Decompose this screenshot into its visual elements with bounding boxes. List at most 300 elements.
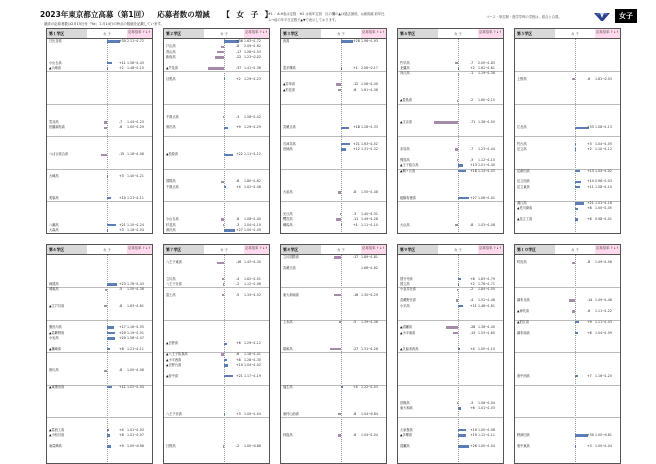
school-name: 調布北高 xyxy=(517,298,530,303)
school-name: 練馬高 xyxy=(283,222,293,227)
ratio-value: 1.38→1.40 xyxy=(478,325,495,330)
change-value: +8 xyxy=(587,217,592,222)
school-row xyxy=(164,282,270,287)
ratio-value: 1.08→1.04 xyxy=(478,400,495,405)
row-separator xyxy=(515,104,621,105)
school-row xyxy=(47,228,153,233)
ratio-value: 1.02→1.48 xyxy=(244,184,261,189)
ratio-value: 1.29→1.23 xyxy=(244,76,261,81)
change-bar xyxy=(340,213,341,215)
change-value: -27 xyxy=(353,346,359,351)
ratio-value: 1.12→1.10 xyxy=(478,157,495,162)
change-bar xyxy=(457,289,458,291)
ratio-value: 1.01→1.03 xyxy=(478,406,495,411)
school-name: 青山高 xyxy=(166,49,176,54)
school-row xyxy=(164,352,270,357)
change-bar xyxy=(224,375,233,377)
school-name: 新宿高 xyxy=(166,55,176,60)
change-bar xyxy=(434,121,458,123)
school-name: 小山台高 xyxy=(49,60,62,65)
change-bar xyxy=(338,434,341,436)
school-row xyxy=(398,277,504,282)
district-name: 第２学区 xyxy=(164,29,204,38)
school-row xyxy=(398,66,504,71)
ratio-value: 1.00→1.09 xyxy=(244,228,261,232)
change-bar xyxy=(458,278,461,280)
district-panel xyxy=(280,244,387,464)
ratio-column-label: 応募倍率 ↑↓↑ xyxy=(127,29,152,38)
change-value: +26 xyxy=(470,444,477,448)
school-name: 八王子北高 xyxy=(166,282,182,286)
change-bar xyxy=(341,143,350,145)
panel-rows xyxy=(398,39,503,234)
change-value: +18 xyxy=(470,168,477,173)
change-value: +17 xyxy=(119,325,126,330)
row-separator xyxy=(515,287,621,288)
school-name: 小金井北高 xyxy=(400,287,416,292)
school-name: 昭和高 xyxy=(283,346,293,351)
ratio-value: 1.00→1.04 xyxy=(244,411,261,416)
change-value: +13 xyxy=(587,168,594,173)
change-bar xyxy=(446,326,458,328)
ratio-value: 1.81→2.03 xyxy=(595,76,612,81)
ratio-value: 1.84→1.50 xyxy=(478,287,495,292)
school-name: 東大和南高 xyxy=(283,292,299,297)
change-bar xyxy=(224,127,228,129)
panel-header xyxy=(164,29,269,39)
school-name: 足立東高 xyxy=(517,184,530,189)
change-value: +1 xyxy=(353,66,358,70)
school-row xyxy=(281,255,387,260)
change-bar xyxy=(458,407,461,409)
change-bar xyxy=(104,370,107,372)
change-bar xyxy=(455,62,458,64)
school-name: ▲桐ヶ丘高 xyxy=(400,168,416,173)
school-name: 国際高 xyxy=(166,179,176,184)
school-name: ▲大崎高 xyxy=(49,66,62,70)
ratio-value: 1.01→1.40 xyxy=(478,163,495,168)
change-bar xyxy=(575,375,578,377)
change-value: +27 xyxy=(470,195,477,200)
change-bar xyxy=(575,434,588,436)
school-row xyxy=(398,347,504,352)
change-value: -16 xyxy=(353,292,359,297)
ratio-value: 1.58→1.42 xyxy=(244,114,261,119)
change-value: -2 xyxy=(470,287,474,292)
ratio-column-label: 応募倍率 ↑↓↑ xyxy=(478,245,503,254)
school-name: ▲王子総合高 xyxy=(400,163,419,168)
document-title xyxy=(40,9,274,20)
panel-header xyxy=(47,245,152,255)
ratio-value: 1.04→1.02 xyxy=(244,363,261,367)
change-bar xyxy=(339,321,341,323)
change-value: -2 xyxy=(470,98,474,103)
school-row xyxy=(515,142,621,147)
change-value: -8 xyxy=(236,179,240,184)
panel-header xyxy=(164,245,269,255)
school-row xyxy=(47,282,153,287)
school-row xyxy=(47,152,153,157)
school-row xyxy=(398,433,504,438)
school-row xyxy=(164,55,270,60)
school-row xyxy=(281,82,387,87)
row-separator xyxy=(47,201,153,202)
change-value: +21 xyxy=(353,141,360,146)
school-row xyxy=(398,401,504,406)
change-value: +30 xyxy=(587,433,594,438)
change-value: -17 xyxy=(236,49,242,54)
school-row xyxy=(515,331,621,336)
school-name: 国立高 xyxy=(400,282,410,286)
school-row xyxy=(398,163,504,168)
school-name: ▲江戸川高 xyxy=(49,303,65,308)
school-name: 大泉桜高 xyxy=(400,427,413,432)
change-bar xyxy=(224,229,235,231)
district-name: 第１０学区 xyxy=(515,245,555,254)
change-bar xyxy=(575,143,576,145)
ratio-value: 1.28→1.30 xyxy=(244,357,261,362)
change-bar xyxy=(104,305,107,307)
ratio-value: 1.00→1.04 xyxy=(478,444,495,448)
change-bar xyxy=(107,326,114,328)
ratio-value: 1.12→1.06 xyxy=(244,282,261,286)
ratio-value: 1.10→1.12 xyxy=(595,147,612,151)
school-row xyxy=(281,125,387,130)
ratio-value: 1.58→1.47 xyxy=(127,336,144,340)
school-name: ▲日野台高 xyxy=(166,363,182,367)
change-bar xyxy=(224,78,225,80)
school-name: 千歳丘高 xyxy=(166,114,179,119)
row-separator xyxy=(398,201,504,202)
school-name: 足立高 xyxy=(517,147,527,151)
ratio-value: 1.89→1.81 xyxy=(361,255,378,259)
change-value: -4 xyxy=(236,276,240,281)
change-value: +8 xyxy=(119,433,124,438)
school-name: ▲小平西高 xyxy=(166,357,182,362)
change-value: +4 xyxy=(236,184,241,189)
change-value: -8 xyxy=(236,44,240,49)
row-separator xyxy=(47,352,153,353)
school-row xyxy=(398,61,504,66)
school-name: ▲足立工高 xyxy=(517,217,533,222)
ratio-value: 1.49→1.46 xyxy=(595,298,612,303)
school-row xyxy=(281,147,387,152)
school-row xyxy=(398,428,504,433)
ratio-value: 1.18→1.01 xyxy=(244,352,261,357)
district-name: 第１学区 xyxy=(47,29,87,38)
school-name: 上野高 xyxy=(517,76,527,81)
school-row xyxy=(47,196,153,201)
ratio-value: 1.52→1.48 xyxy=(478,298,495,303)
school-row xyxy=(281,347,387,352)
school-name: 千歳丘高 xyxy=(166,184,179,189)
row-separator xyxy=(398,352,504,353)
district-panel xyxy=(163,244,270,464)
school-name: 大森高 xyxy=(49,228,59,232)
school-name: 江北高 xyxy=(517,125,527,130)
change-value: -17 xyxy=(353,255,359,259)
change-value: -28 xyxy=(470,325,476,330)
school-row xyxy=(47,325,153,330)
ratio-value: 1.03→1.08 xyxy=(478,222,495,227)
panel-rows xyxy=(281,255,386,464)
change-value: -7 xyxy=(119,120,123,124)
change-value: -5 xyxy=(119,287,123,292)
panel-rows xyxy=(398,255,503,464)
ratio-value: 1.00→0.81 xyxy=(595,433,612,438)
change-bar xyxy=(330,348,341,350)
school-name: 深沢高 xyxy=(166,125,176,130)
ratio-value: 1.62→1.61 xyxy=(478,66,495,70)
school-name: 向丘高 xyxy=(400,71,410,76)
school-row xyxy=(47,39,153,44)
change-bar xyxy=(215,56,224,58)
school-name: 杉並高 xyxy=(166,222,176,227)
ratio-value: 1.00→0.88 xyxy=(244,444,261,448)
ratio-value: 1.29→1.12 xyxy=(244,341,261,346)
change-value: +30 xyxy=(119,39,126,43)
change-value: +21 xyxy=(236,373,243,378)
panel-rows xyxy=(47,39,152,234)
change-value: +11 xyxy=(587,184,594,189)
ratio-value: 2.00→1.83 xyxy=(478,60,495,65)
school-row xyxy=(281,412,387,417)
panel-rows xyxy=(164,39,269,234)
change-value: +13 xyxy=(470,163,477,168)
change-value: -6 xyxy=(587,309,591,313)
row-separator xyxy=(281,136,387,137)
school-row xyxy=(281,293,387,298)
panel-rows xyxy=(47,255,152,464)
gender-badge: 女子 xyxy=(615,9,637,23)
change-value: +4 xyxy=(119,427,124,432)
ratio-value: 1.53→1.60 xyxy=(478,330,495,335)
ratio-value: 1.41→1.36 xyxy=(244,66,261,70)
ratio-value: 1.10→1.24 xyxy=(127,222,144,227)
change-bar xyxy=(455,148,458,150)
change-bar xyxy=(107,224,116,226)
school-row xyxy=(164,358,270,363)
change-bar xyxy=(572,78,575,80)
change-value: -16 xyxy=(236,260,242,265)
change-value: -6 xyxy=(587,76,591,81)
row-separator xyxy=(515,352,621,353)
change-bar xyxy=(338,191,341,193)
school-name: ▲八王子拓真高 xyxy=(166,352,188,357)
school-name: 日野高 xyxy=(166,444,176,448)
change-bar xyxy=(222,294,224,296)
school-row xyxy=(164,66,270,71)
change-value: +18 xyxy=(353,125,360,130)
school-row xyxy=(515,374,621,379)
school-row xyxy=(398,444,504,449)
school-row xyxy=(47,125,153,130)
school-name: 上水高 xyxy=(283,319,293,324)
change-bar xyxy=(224,343,227,345)
change-bar xyxy=(575,321,579,323)
ratio-value: 1.04→1.02 xyxy=(595,168,612,173)
school-name: 板橋有徳高 xyxy=(400,195,416,200)
change-bar xyxy=(341,127,349,129)
change-value: -8 xyxy=(119,303,123,308)
ratio-value: 1.40→1.31 xyxy=(361,211,378,216)
school-name: 八王子東高 xyxy=(166,260,182,265)
school-name: 深川高 xyxy=(49,368,59,373)
ratio-value: 1.22→1.03 xyxy=(361,384,378,389)
school-name: 町田高 xyxy=(517,260,527,265)
school-row xyxy=(515,179,621,184)
change-value: +21 xyxy=(587,201,594,205)
change-bar xyxy=(107,429,109,431)
school-row xyxy=(515,77,621,82)
row-separator xyxy=(164,320,270,321)
change-value: +19 xyxy=(470,427,477,432)
change-bar xyxy=(575,148,576,150)
change-bar xyxy=(223,116,224,118)
school-row xyxy=(164,77,270,82)
ratio-value: 1.12→1.11 xyxy=(478,433,495,438)
school-row xyxy=(281,66,387,71)
change-value: -6 xyxy=(353,433,357,438)
district-panel xyxy=(46,244,153,464)
gender-column-label: 女 子 xyxy=(103,32,111,36)
change-value: +33 xyxy=(587,125,594,130)
school-name: つばさ総合高 xyxy=(49,152,69,157)
school-name: 武蔵丘高 xyxy=(283,125,296,130)
ratio-value: 2.09→1.82 xyxy=(244,44,261,49)
school-row xyxy=(47,433,153,438)
change-bar xyxy=(341,40,353,42)
change-value: -3 xyxy=(470,157,474,162)
ratio-value: 1.49→1.56 xyxy=(595,260,612,265)
school-name: ▲東墨田高 xyxy=(49,384,65,389)
change-value: +8 xyxy=(587,206,592,211)
panel-header xyxy=(398,245,503,255)
district-panel xyxy=(397,244,504,464)
row-separator xyxy=(281,169,387,170)
change-bar xyxy=(221,181,224,183)
school-name: 福生高 xyxy=(283,384,293,389)
school-name: ▲豊島高 xyxy=(400,98,413,103)
school-row xyxy=(281,385,387,390)
school-name: 竹台高 xyxy=(517,141,527,146)
row-separator xyxy=(47,136,153,137)
change-bar xyxy=(453,332,458,334)
year-title: 2023年東京都立高募（第1回） xyxy=(40,10,149,19)
school-row xyxy=(164,39,270,44)
row-separator xyxy=(164,385,270,386)
ratio-value: 1.31→1.28 xyxy=(361,346,378,351)
change-bar xyxy=(334,256,341,258)
school-name: ▲日野高 xyxy=(166,341,179,346)
change-value: -37 xyxy=(236,66,242,70)
panel-header xyxy=(47,29,152,39)
ratio-value: 1.30→1.29 xyxy=(361,292,378,297)
school-row xyxy=(47,61,153,66)
change-value: +6 xyxy=(470,406,475,411)
change-value: -13 xyxy=(470,330,476,335)
ratio-column-label: 応募倍率 ↑↓↑ xyxy=(595,245,620,254)
change-value: +9 xyxy=(587,319,592,324)
change-bar xyxy=(221,353,224,355)
row-separator xyxy=(515,417,621,418)
change-value: -3 xyxy=(236,222,240,227)
school-name: ▲久留米西高 xyxy=(400,346,419,351)
district-panel xyxy=(397,28,504,234)
change-value: +11 xyxy=(119,60,126,65)
row-separator xyxy=(47,417,153,418)
change-bar xyxy=(458,197,469,199)
change-bar xyxy=(575,170,580,172)
row-separator xyxy=(281,104,387,105)
school-name: ▲清瀬高 xyxy=(400,325,413,330)
school-row xyxy=(164,277,270,282)
change-bar xyxy=(223,283,224,285)
district-panel xyxy=(514,28,621,234)
school-name: 鷺宮高 xyxy=(283,217,293,222)
school-row xyxy=(281,142,387,147)
school-name: ▲狛江高 xyxy=(517,319,530,324)
school-name: 田園調布高 xyxy=(49,125,65,130)
ratio-value: 1.19→1.38 xyxy=(478,71,495,76)
note-right: コース・単位制・進学学科の学校は、総合と合算。 xyxy=(486,15,562,19)
change-bar xyxy=(107,445,111,447)
change-value: -3 xyxy=(236,114,240,119)
school-row xyxy=(398,325,504,330)
school-row xyxy=(281,266,387,271)
ratio-value: 2.11→1.72 xyxy=(127,39,144,43)
school-name: 武蔵野北高 xyxy=(400,298,416,303)
ratio-value: 1.31→1.32 xyxy=(361,147,378,151)
ratio-value: 1.08→1.13 xyxy=(595,125,612,130)
ratio-value: 1.49→1.28 xyxy=(361,217,378,222)
change-bar xyxy=(223,224,224,226)
gender-column-label: 女 子 xyxy=(220,248,228,252)
row-separator xyxy=(281,71,387,72)
change-bar xyxy=(458,283,459,285)
gender-title: 【 女 子 】 xyxy=(222,10,275,19)
ratio-value: 1.28→1.53 xyxy=(244,49,261,54)
school-name: ▲井草高 xyxy=(283,82,296,87)
ratio-value: 1.08→1.40 xyxy=(244,217,261,222)
change-bar xyxy=(105,289,107,291)
ratio-value: 1.11→1.22 xyxy=(595,309,612,313)
school-name: 大泉高 xyxy=(283,190,293,195)
school-name: 小岩高 xyxy=(49,336,59,340)
school-row xyxy=(515,298,621,303)
gender-column-label: 女 子 xyxy=(337,32,345,36)
school-row xyxy=(515,217,621,222)
change-value: -8 xyxy=(119,368,123,373)
ratio-column-label: 応募倍率 ↑↓↑ xyxy=(244,245,269,254)
school-row xyxy=(164,374,270,379)
change-bar xyxy=(458,305,463,307)
ratio-value: 1.61→1.38 xyxy=(361,87,378,92)
change-bar xyxy=(107,229,108,231)
ratio-value: 1.40→1.21 xyxy=(127,174,144,178)
school-row xyxy=(47,304,153,309)
school-row xyxy=(164,363,270,368)
change-bar xyxy=(575,332,578,334)
school-name: ▲葛飾野高 xyxy=(49,330,65,335)
district-panel xyxy=(163,28,270,234)
change-value: +2 xyxy=(119,66,124,70)
change-bar xyxy=(224,186,226,188)
change-bar xyxy=(224,359,227,361)
school-name: 立川国際高 xyxy=(283,255,299,259)
school-row xyxy=(281,223,387,228)
school-name: 目黒高 xyxy=(166,76,176,81)
